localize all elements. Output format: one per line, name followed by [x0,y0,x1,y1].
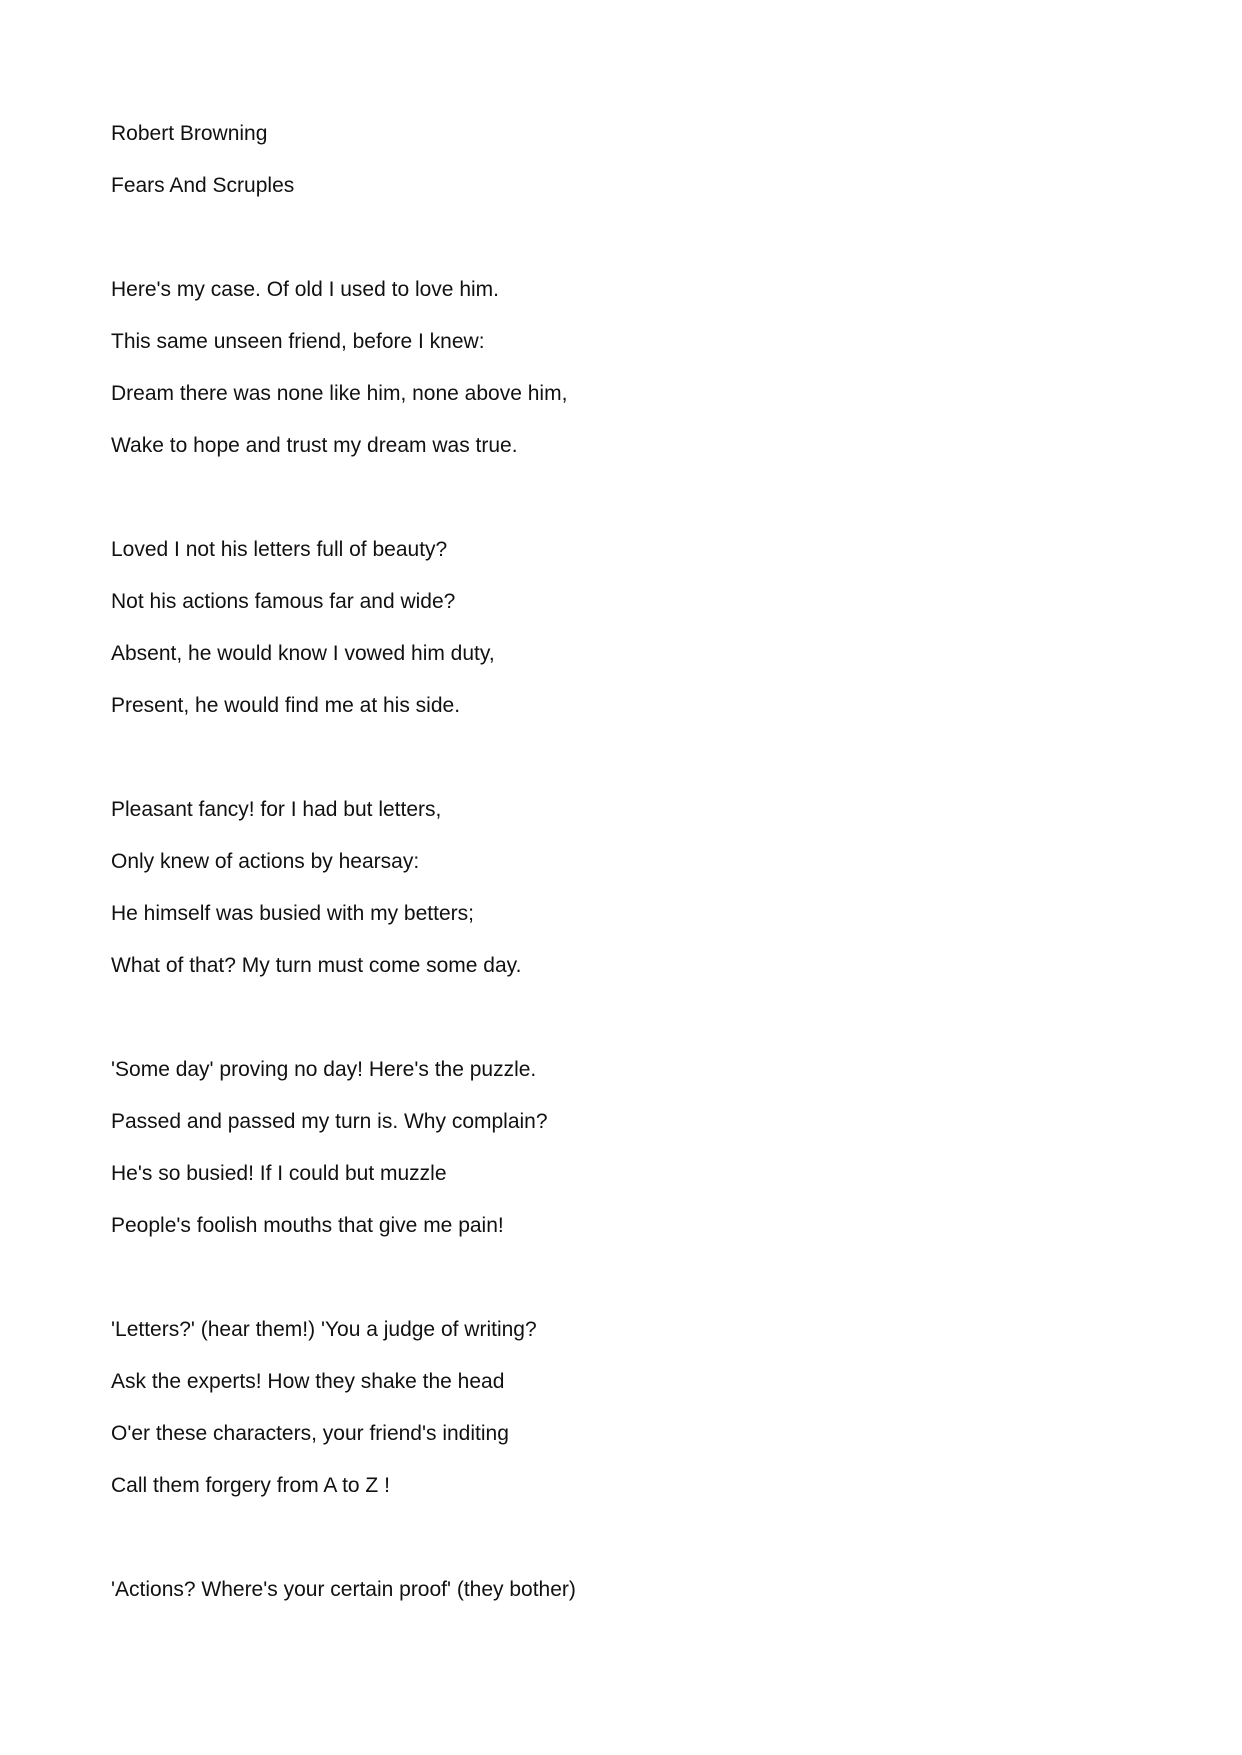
poem-line: This same unseen friend, before I knew: [111,330,485,353]
poem-line: Ask the experts! How they shake the head [111,1370,505,1393]
stanza-3 [111,784,1111,992]
poem-line: Present, he would find me at his side. [111,694,461,717]
poem-line: Only knew of actions by hearsay: [111,850,420,873]
stanza-6 [111,1564,1111,1616]
stanza-5 [111,1304,1111,1512]
stanza-spacer [111,992,1111,1044]
poem-line: Absent, he would know I vowed him duty, [111,642,495,665]
stanza-spacer [111,732,1111,784]
poem-line: Dream there was none like him, none above him, [111,382,568,405]
stanza-spacer [111,212,1111,264]
poem-line: Not his actions famous far and wide? [111,590,456,613]
poem-text-block [111,108,1111,1616]
poem-line: Pleasant fancy! for I had but letters, [111,798,442,821]
poem-line: O'er these characters, your friend's inditing [111,1422,509,1445]
poem-line: 'Some day' proving no day! Here's the puzzle. [111,1058,537,1081]
stanza-1 [111,264,1111,472]
stanza-spacer [111,472,1111,524]
poem-line: Loved I not his letters full of beauty? [111,538,448,561]
poem-line: 'Letters?' (hear them!) 'You a judge of writing? [111,1318,537,1341]
poem-line: People's foolish mouths that give me pain! [111,1214,504,1237]
poem-line: Call them forgery from A to Z ! [111,1474,390,1497]
poem-line: What of that? My turn must come some day. [111,954,522,977]
poem-line: 'Actions? Where's your certain proof' (they bother) [111,1578,576,1601]
poem-line: He's so busied! If I could but muzzle [111,1162,447,1185]
poem-author: Robert Browning [111,122,268,145]
poem-line: Wake to hope and trust my dream was true. [111,434,518,457]
poem-line: Passed and passed my turn is. Why complain? [111,1110,548,1133]
poem-line: Here's my case. Of old I used to love him. [111,278,499,301]
stanza-spacer [111,1512,1111,1564]
stanza-spacer [111,1252,1111,1304]
poem-line: He himself was busied with my betters; [111,902,474,925]
stanza-2 [111,524,1111,732]
stanza-4 [111,1044,1111,1252]
poem-title: Fears And Scruples [111,174,295,197]
